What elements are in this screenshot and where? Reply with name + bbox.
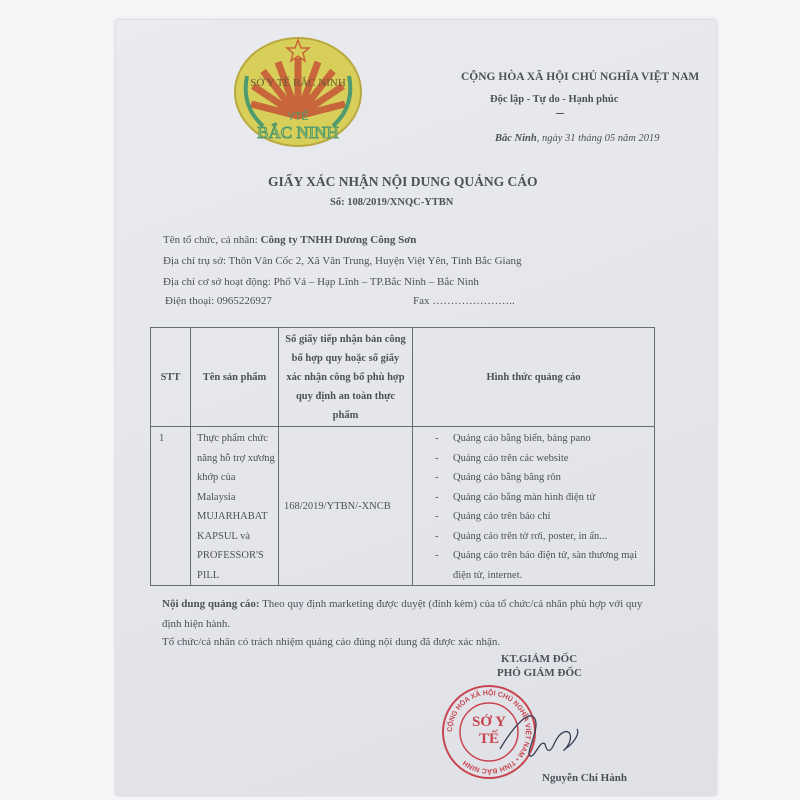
ad-content-text: Theo quy định marketing được duyệt (đính kèm) của tổ chức/cá nhân phù hợp với quy định hiện hành. [162,598,643,630]
list-item: - Quảng cáo trên các website [435,449,648,469]
signer-title-1: KT.GIÁM ĐỐC [501,653,578,665]
document-title: GIẤY XÁC NHẬN NỘI DUNG QUẢNG CÁO [268,174,538,189]
org-name: Công ty TNHH Dương Công Sơn [260,234,417,246]
nation-header: CỘNG HÒA XÃ HỘI CHỦ NGHĨA VIỆT NAM [461,71,700,83]
col-ad-forms: Hình thức quảng cáo [413,328,655,427]
list-item: - Quảng cáo bằng biển, bảng pano [435,429,648,449]
stamp-center-text: SỞ Y TẾ [471,714,507,747]
signer-name: Nguyễn Chí Hành [542,772,627,784]
org-line [163,234,416,246]
ads-table [150,327,655,586]
divider [556,113,564,114]
date-place: Bắc Ninh [495,133,537,144]
stamp-ring-text: CỘNG HÒA XÃ HỘI CHỦ NGHĨA VIỆT NAM • TỈNH BẮC NINH [446,689,532,775]
org-label: Tên tổ chức, cá nhân: [163,234,261,246]
ad-content-label: Nội dung quảng cáo: [162,598,260,610]
facility-address: Địa chỉ cơ sở hoạt động: Phố Vả – Hạp Lĩnh – TP.Bắc Ninh – Bắc Ninh [163,276,479,288]
list-item: - Quảng cáo bằng băng rôn [435,468,648,488]
logo-text-bottom: BẮC NINH [257,123,339,142]
document-number: Số: 108/2019/XNQC-YTBN [330,197,454,208]
table-row [151,427,655,586]
logo [233,36,363,148]
phone: Điện thoại: 0965226927 [165,295,272,307]
logo-text-mid: YTẾ [287,111,309,123]
signer-title-2: PHÓ GIÁM ĐỐC [497,667,582,679]
table-header-row [151,328,655,427]
fax: Fax ………………….. [413,295,515,307]
date-text: , ngày 31 tháng 05 năm 2019 [536,133,660,144]
row-stt: 1 [151,427,191,586]
ad-content [162,594,657,634]
motto: Độc lập - Tự do - Hạnh phúc [490,94,619,105]
row-product: Thực phẩm chức năng hỗ trợ xương khớp của Malaysia MUJARHABAT KAPSUL và PROFESSOR'S PILL [191,427,279,586]
ad-forms-list [413,429,648,585]
col-product: Tên sản phẩm [191,328,279,427]
logo-text-top: SỞ Y TẾ BẮC NINH [250,77,346,89]
list-item: - Quảng cáo bằng màn hình điện tử [435,488,648,508]
handwritten-signature [495,704,585,764]
list-item: - Quảng cáo trên báo điện tử, sàn thương mại điện tử, internet. [435,546,648,585]
col-cert: Số giấy tiếp nhận bản công bố hợp quy hoặc số giấy xác nhận công bố phù hợp quy định an toàn thực phẩm [279,328,413,427]
row-ad-forms [413,427,655,586]
date-line [495,133,660,144]
hq-address: Địa chỉ trụ sở: Thôn Vân Cốc 2, Xã Vân Trung, Huyện Việt Yên, Tỉnh Bắc Giang [163,255,522,267]
responsibility-note: Tổ chức/cá nhân có trách nhiệm quảng cáo đúng nội dung đã được xác nhận. [162,636,501,648]
list-item: - Quảng cáo trên tờ rơi, poster, in ấn... [435,527,648,547]
list-item: - Quảng cáo trên báo chí [435,507,648,527]
row-cert: 168/2019/YTBN/-XNCB [279,427,413,586]
col-stt: STT [151,328,191,427]
